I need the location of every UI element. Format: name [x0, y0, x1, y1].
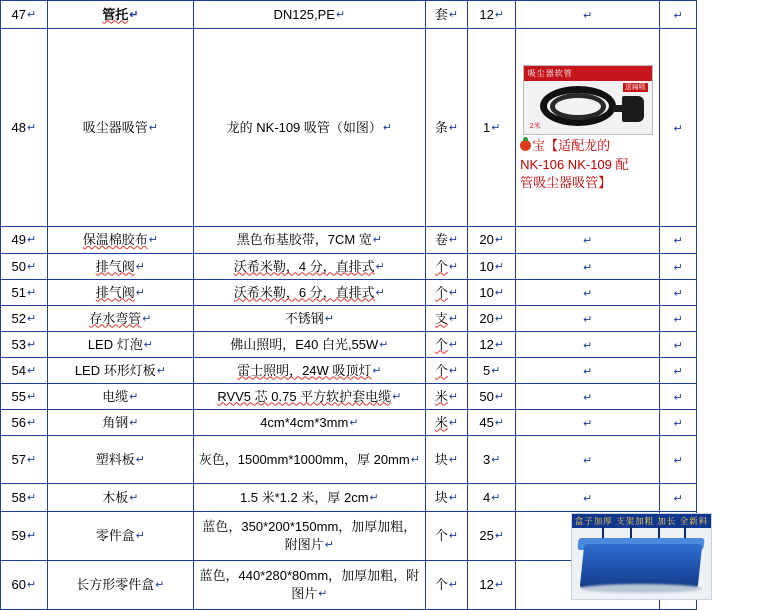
- cell-image: ↵: [516, 436, 660, 484]
- bin-shadow: [580, 584, 702, 593]
- cell-row-end: ↵: [660, 484, 697, 512]
- cell-qty: 45↵: [468, 410, 516, 436]
- cell-qty: 12↵: [468, 1, 516, 29]
- nozzle-shape: [622, 96, 644, 122]
- cell-spec: 不锈钢↵: [194, 306, 426, 332]
- cell-row-end: ↵: [660, 384, 697, 410]
- cell-qty: 50↵: [468, 384, 516, 410]
- table-row: [1, 332, 697, 358]
- cell-no: 50↵: [1, 254, 48, 280]
- cell-qty: 10↵: [468, 280, 516, 306]
- cell-name: LED 灯泡↵: [47, 332, 193, 358]
- cell-qty: 5↵: [468, 358, 516, 384]
- photo-banner-text: 吸尘器软管: [524, 66, 652, 81]
- cell-unit: 个↵: [425, 512, 468, 561]
- cell-image: ↵: [516, 306, 660, 332]
- table-row: [1, 306, 697, 332]
- cell-row-end: ↵: [660, 410, 697, 436]
- cell-image: ↵: [516, 484, 660, 512]
- cell-qty: 12↵: [468, 561, 516, 610]
- cell-name: 角钢↵: [47, 410, 193, 436]
- cell-image: ↵: [516, 227, 660, 254]
- cell-spec: 4cm*4cm*3mm↵: [194, 410, 426, 436]
- photo-banner-text: 盒子加厚 支架加粗 加长 全新料: [572, 514, 711, 528]
- cell-unit: 块↵: [425, 436, 468, 484]
- cell-row-end: ↵: [660, 306, 697, 332]
- table-row: [1, 1, 697, 29]
- cell-row-end: ↵: [660, 29, 697, 227]
- cell-image: ↵: [516, 1, 660, 29]
- parts-bin-photo: [571, 513, 712, 600]
- cell-spec: 蓝色，440*280*80mm，加厚加粗，附图片↵: [194, 561, 426, 610]
- cell-qty: 4↵: [468, 484, 516, 512]
- cell-no: 55↵: [1, 384, 48, 410]
- cell-unit: 块↵: [425, 484, 468, 512]
- cell-row-end: ↵: [660, 280, 697, 306]
- cell-qty: 25↵: [468, 512, 516, 561]
- cell-name: 零件盒↵: [47, 512, 193, 561]
- cell-qty: 20↵: [468, 227, 516, 254]
- table-row: [1, 436, 697, 484]
- cell-spec: 沃希米勒，4 分，直排式↵: [194, 254, 426, 280]
- cell-image: ↵: [516, 358, 660, 384]
- cell-spec: 雷士照明，24W 吸顶灯↵: [194, 358, 426, 384]
- cell-spec: DN125,PE↵: [194, 1, 426, 29]
- table-row: [1, 358, 697, 384]
- cell-spec: 沃希米勒，6 分，直排式↵: [194, 280, 426, 306]
- cell-name: 保温棉胶布↵: [47, 227, 193, 254]
- cell-unit: 卷↵: [425, 227, 468, 254]
- cell-no: 52↵: [1, 306, 48, 332]
- cell-row-end: ↵: [660, 254, 697, 280]
- cell-unit: 条↵: [425, 29, 468, 227]
- image-caption: 宝【适配龙的 NK-106 NK-109 配 管吸尘器吸管】: [520, 137, 629, 191]
- cell-unit: 套↵: [425, 1, 468, 29]
- cell-qty: 20↵: [468, 306, 516, 332]
- cell-spec: RVV5 芯 0.75 平方软护套电缆↵: [194, 384, 426, 410]
- cell-name: 长方形零件盒↵: [47, 561, 193, 610]
- table-row: [1, 410, 697, 436]
- photo-tagline: 送扁吸: [624, 83, 646, 91]
- cell-spec: 蓝色，350*200*150mm，加厚加粗，附图片↵: [194, 512, 426, 561]
- cell-no: 49↵: [1, 227, 48, 254]
- cell-spec: 1.5 米*1.2 米，厚 2cm↵: [194, 484, 426, 512]
- table-row: [1, 384, 697, 410]
- cell-image: ↵: [516, 254, 660, 280]
- cell-no: 47↵: [1, 1, 48, 29]
- cell-row-end: ↵: [660, 1, 697, 29]
- cell-no: 48↵: [1, 29, 48, 227]
- bin-body-shape: [580, 544, 703, 588]
- cell-qty: 3↵: [468, 436, 516, 484]
- cell-spec: 佛山照明，E40 白光,55W↵: [194, 332, 426, 358]
- cell-no: 59↵: [1, 512, 48, 561]
- cell-image: ↵: [516, 332, 660, 358]
- cell-unit: 米↵: [425, 384, 468, 410]
- hose-inner-shape: [550, 93, 606, 120]
- table-row: [1, 254, 697, 280]
- cell-row-end: ↵: [660, 332, 697, 358]
- cell-image: [516, 29, 660, 227]
- cell-unit: 个↵: [425, 561, 468, 610]
- cell-unit: 个↵: [425, 254, 468, 280]
- vacuum-hose-photo: [523, 65, 653, 135]
- cell-unit: 支↵: [425, 306, 468, 332]
- cell-name: 电缆↵: [47, 384, 193, 410]
- cell-no: 53↵: [1, 332, 48, 358]
- cell-unit: 个↵: [425, 280, 468, 306]
- table-row: [1, 280, 697, 306]
- cell-name: 木板↵: [47, 484, 193, 512]
- cell-unit: 个↵: [425, 332, 468, 358]
- cell-no: 57↵: [1, 436, 48, 484]
- cell-name: 排气阀↵: [47, 254, 193, 280]
- cell-name: 吸尘器吸管↵: [47, 29, 193, 227]
- table-row: [1, 484, 697, 512]
- cell-spec: 龙的 NK-109 吸管（如图）↵: [194, 29, 426, 227]
- cell-qty: 1↵: [468, 29, 516, 227]
- tomato-icon: [520, 140, 531, 151]
- cell-qty: 10↵: [468, 254, 516, 280]
- cell-name: LED 环形灯板↵: [47, 358, 193, 384]
- cell-spec: 黑色布基胶带，7CM 宽↵: [194, 227, 426, 254]
- cell-no: 54↵: [1, 358, 48, 384]
- cell-image: ↵: [516, 280, 660, 306]
- cell-row-end: ↵: [660, 358, 697, 384]
- cell-name: 排气阀↵: [47, 280, 193, 306]
- cell-unit: 米↵: [425, 410, 468, 436]
- cell-no: 58↵: [1, 484, 48, 512]
- cell-row-end: ↵: [660, 436, 697, 484]
- photo-subtag: 2米: [529, 123, 541, 131]
- cell-qty: 12↵: [468, 332, 516, 358]
- table-row: [1, 227, 697, 254]
- cell-name: 存水弯管↵: [47, 306, 193, 332]
- cell-name: 塑料板↵: [47, 436, 193, 484]
- cell-row-end: ↵: [660, 227, 697, 254]
- cell-no: 51↵: [1, 280, 48, 306]
- cell-no: 56↵: [1, 410, 48, 436]
- table-row: [1, 29, 697, 227]
- cell-image: ↵: [516, 384, 660, 410]
- cell-image: ↵: [516, 410, 660, 436]
- cell-name: 管托↵: [47, 1, 193, 29]
- cell-spec: 灰色，1500mm*1000mm，厚 20mm↵: [194, 436, 426, 484]
- cell-unit: 个↵: [425, 358, 468, 384]
- cell-no: 60↵: [1, 561, 48, 610]
